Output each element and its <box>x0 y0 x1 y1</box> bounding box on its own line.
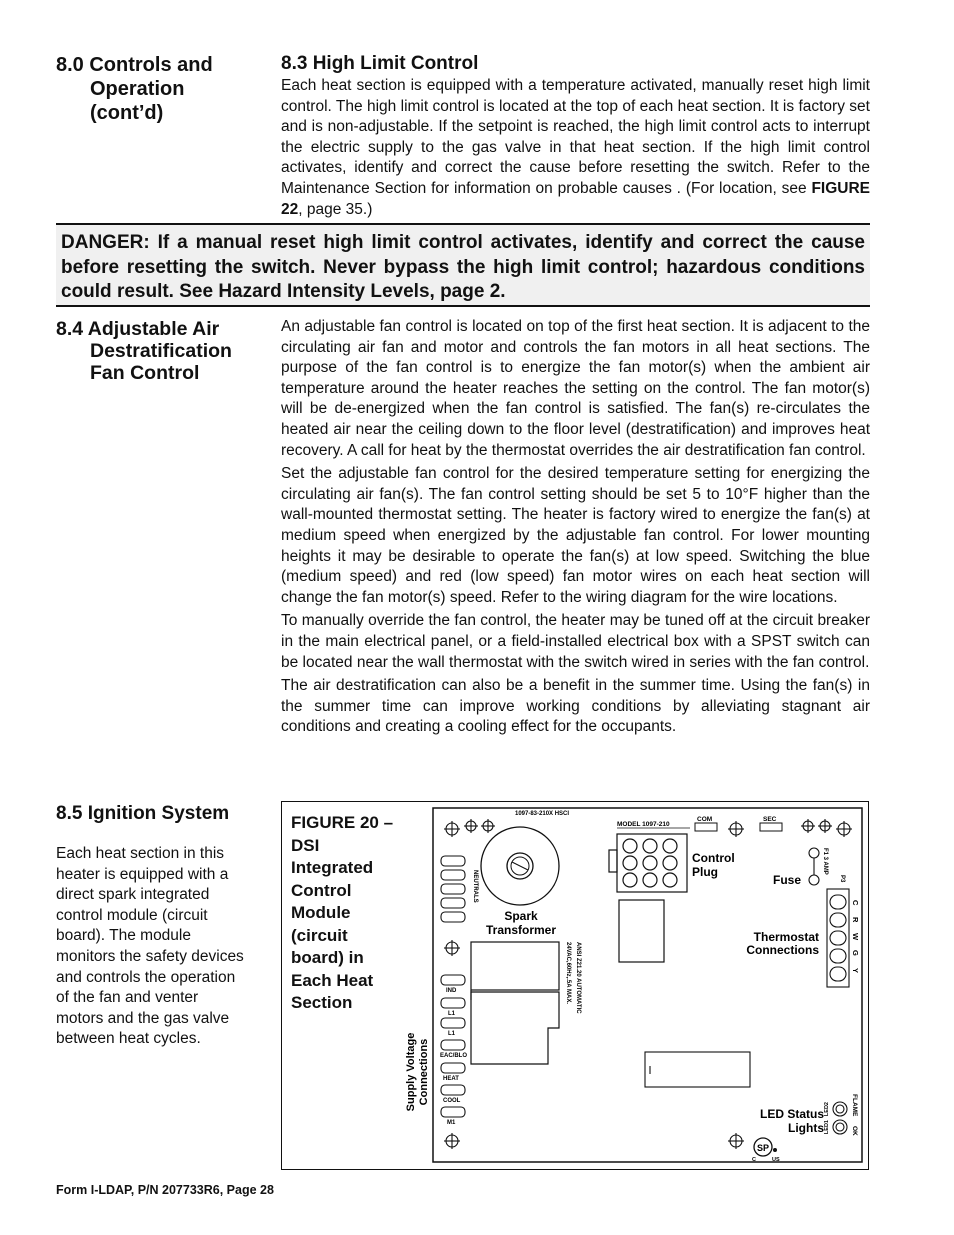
rating-label: 24VAC,60Hz,.5A MAX. <box>565 942 571 1005</box>
fuse-label: Fuse <box>773 873 802 887</box>
figure-22-link[interactable]: FIGURE 22 <box>281 179 870 218</box>
csa-logo-icon <box>752 1138 780 1163</box>
high-limit-text: Each heat section is equipped with a temperature activated, manually reset high limit control. The high limit control is located at the top of each heat section. It is factory set and is non-adjustable. If the setpoint is reached, the high limit control acts to interrupt the electric supply to the gas valve in that heat section. If the high limit control activates, identify and correct the cause before resetting the switch. Refer to the Maintenance Section for information on probable causes . (For location, see <box>281 77 870 197</box>
mount-hole-icon <box>728 1133 744 1149</box>
ignition-body: Each heat section in this heater is equipped with a direct spark integrated control module (circuit board). The module monitors the safety devices and controls the operation of the fan and venter motors and the gas valve between heat cycles. <box>56 845 244 1048</box>
led-status-label: LED Status <box>759 1107 824 1121</box>
led-flame-label: FLAME <box>851 1094 858 1117</box>
high-limit-text-tail: , page 35.) <box>298 200 373 218</box>
danger-notice <box>56 223 870 307</box>
relay-block <box>471 942 559 1064</box>
caption-line: Module <box>291 903 351 922</box>
fuse-icon <box>809 848 819 885</box>
spark-transformer-label: Spark <box>504 909 538 923</box>
supply-voltage-terminals <box>441 975 465 1117</box>
led-status-lights <box>833 1102 847 1134</box>
supply-voltage-label: Supply Voltage <box>405 1032 417 1112</box>
terminal-w-label: W <box>851 933 860 941</box>
caption-line: (circuit <box>291 925 348 945</box>
fan-control-body <box>281 317 870 741</box>
led-icon <box>833 1102 847 1116</box>
capacitor-component <box>645 1052 750 1087</box>
p3-label: P3 <box>839 875 845 883</box>
svg-text:LED1: LED1 <box>824 1120 830 1135</box>
section-heading-line3: (cont’d) <box>90 102 164 124</box>
mount-hole-icon <box>836 821 852 837</box>
board-id-label: 1097-83-210X HSCI <box>515 811 570 817</box>
terminal-r-label: R <box>851 917 860 923</box>
mount-hole-icon <box>818 819 832 833</box>
led-icon <box>833 1120 847 1134</box>
page-footer: Form I-LDAP, P/N 207733R6, Page 28 <box>56 1183 274 1197</box>
mounting-holes <box>444 819 852 1149</box>
mount-hole-icon <box>728 821 744 837</box>
danger-text: DANGER: If a manual reset high limit control activates, identify and correct the cause before resetting the switch. Never bypass the high limit control; hazardous conditions could result. See Hazard Intensity Levels, page 2. <box>61 232 865 302</box>
terminal-l1-label: L1 <box>448 1011 456 1017</box>
mount-hole-icon <box>481 819 495 833</box>
high-limit-body <box>281 76 870 220</box>
terminal-m1-label: M1 <box>447 1120 456 1126</box>
caption-line: Integrated <box>291 858 374 877</box>
thermostat-terminal-strip <box>827 889 849 987</box>
fan-control-paragraph: Set the adjustable fan control for the desired temperature setting for energizing the circulating air fan(s). The fan control setting should be set 5 to 10°F higher than the wall-mounted thermostat setting. The heater is factory wired to energize the fan(s) at medium speed when energized by the adjustable fan control. For lower mounting heights it may be desirable to operate the fan(s) at low speed. Switching the blue (medium speed) and red (low speed) fan motor wires on each heat section will change the fan motor(s) speed. Refer to the wiring diagram for the wire locations. <box>281 465 870 606</box>
fan-control-heading-line3: Fan Control <box>90 362 200 384</box>
neutral-terminals <box>441 856 465 922</box>
terminal-g-label: G <box>851 950 860 956</box>
fan-control-paragraph: To manually override the fan control, the heater may be tuned off at the circuit breaker in the main electrical panel, or a field-installed electrical box with a SPST switch can be located near the wall thermostat with the switch wired in series with the fan control. <box>281 612 870 671</box>
mount-hole-icon <box>444 1133 460 1149</box>
terminal-cool-label: COOL <box>443 1098 461 1104</box>
ignition-heading: 8.5 Ignition System <box>56 803 230 824</box>
fan-control-heading-line1: 8.4 Adjustable Air <box>56 318 220 340</box>
fan-control-paragraph: The air destratification can also be a benefit in the summer time. Using the fan(s) in the summer time can improve working conditions by alleviating stagnant air conditions and creating a cooling effect for the occupants. <box>281 677 870 736</box>
terminal-c-label: C <box>851 900 860 906</box>
terminal-l1-label: L1 <box>448 1031 456 1037</box>
led-ok-label: OK <box>851 1126 858 1136</box>
dsi-control-module-diagram <box>400 803 866 1167</box>
com-terminal-label: COM <box>697 816 713 823</box>
caption-line: FIGURE 20 – <box>291 813 394 832</box>
section-heading <box>56 53 213 125</box>
control-plug-label: Control <box>692 851 735 865</box>
sec-terminal <box>760 823 782 831</box>
terminal-heat-label: HEAT <box>443 1076 459 1082</box>
fan-control-heading-line2: Destratification <box>90 340 232 362</box>
control-plug-label: Plug <box>692 865 718 879</box>
mount-hole-icon <box>444 940 460 956</box>
caption-line: Control <box>291 880 352 900</box>
csa-c-mark: C <box>752 1157 756 1163</box>
mount-hole-icon <box>444 821 460 837</box>
com-terminal <box>695 823 717 831</box>
svg-text:LED2: LED2 <box>824 1102 830 1117</box>
caption-line: Each Heat <box>291 970 374 990</box>
control-plug <box>609 834 687 962</box>
thermostat-connections-label: Connections <box>746 943 819 957</box>
terminal-ind-label: IND <box>446 988 457 994</box>
rating-label: ANSI Z21.20 AUTOMATIC <box>575 942 581 1014</box>
led-status-label: Lights <box>788 1121 824 1135</box>
fan-control-paragraph: An adjustable fan control is located on top of the first heat section. It is adjacent to the circulating air fan and motor and controls the fan motors in all heat sections. The purpose of the fan control is to energize the fan motor(s) when the ambient air temperature around the heater reaches the setting on the control. The fan motor(s) will be de-energized when the fan control is satisfied. The fan(s) re-circulates the heated air near the ceiling down to the floor level (destratification) and improves heat recovery. A call for heat by the thermostat overrides the air destratification fan control. <box>281 318 870 459</box>
mount-hole-icon <box>801 819 815 833</box>
neutrals-label: NEUTRALS <box>472 870 478 903</box>
caption-line: board) in <box>291 948 364 967</box>
section-heading-line1: 8.0 Controls and <box>56 54 213 76</box>
fan-control-heading <box>56 318 232 384</box>
fuse-rating-label: F1 3 AMP <box>822 848 828 875</box>
model-label: MODEL 1097-210 <box>617 821 670 828</box>
caption-line: DSI <box>291 835 320 855</box>
csa-us-mark: US <box>772 1157 780 1163</box>
csa-mark: SP <box>756 1143 770 1153</box>
sec-terminal-label: SEC <box>763 816 777 823</box>
terminal-eac-blo-label: EAC/BLO <box>440 1053 467 1059</box>
terminal-y-label: Y <box>851 968 860 974</box>
spark-transformer-label: Transformer <box>485 923 557 937</box>
supply-voltage-label: Connections <box>418 1038 430 1106</box>
caption-line: Section <box>291 993 353 1012</box>
section-heading-line2: Operation <box>90 78 185 100</box>
high-limit-heading: 8.3 High Limit Control <box>281 53 479 74</box>
figure-20-caption <box>291 812 416 1015</box>
mount-hole-icon <box>464 819 478 833</box>
thermostat-connections-label: Thermostat <box>753 930 819 944</box>
